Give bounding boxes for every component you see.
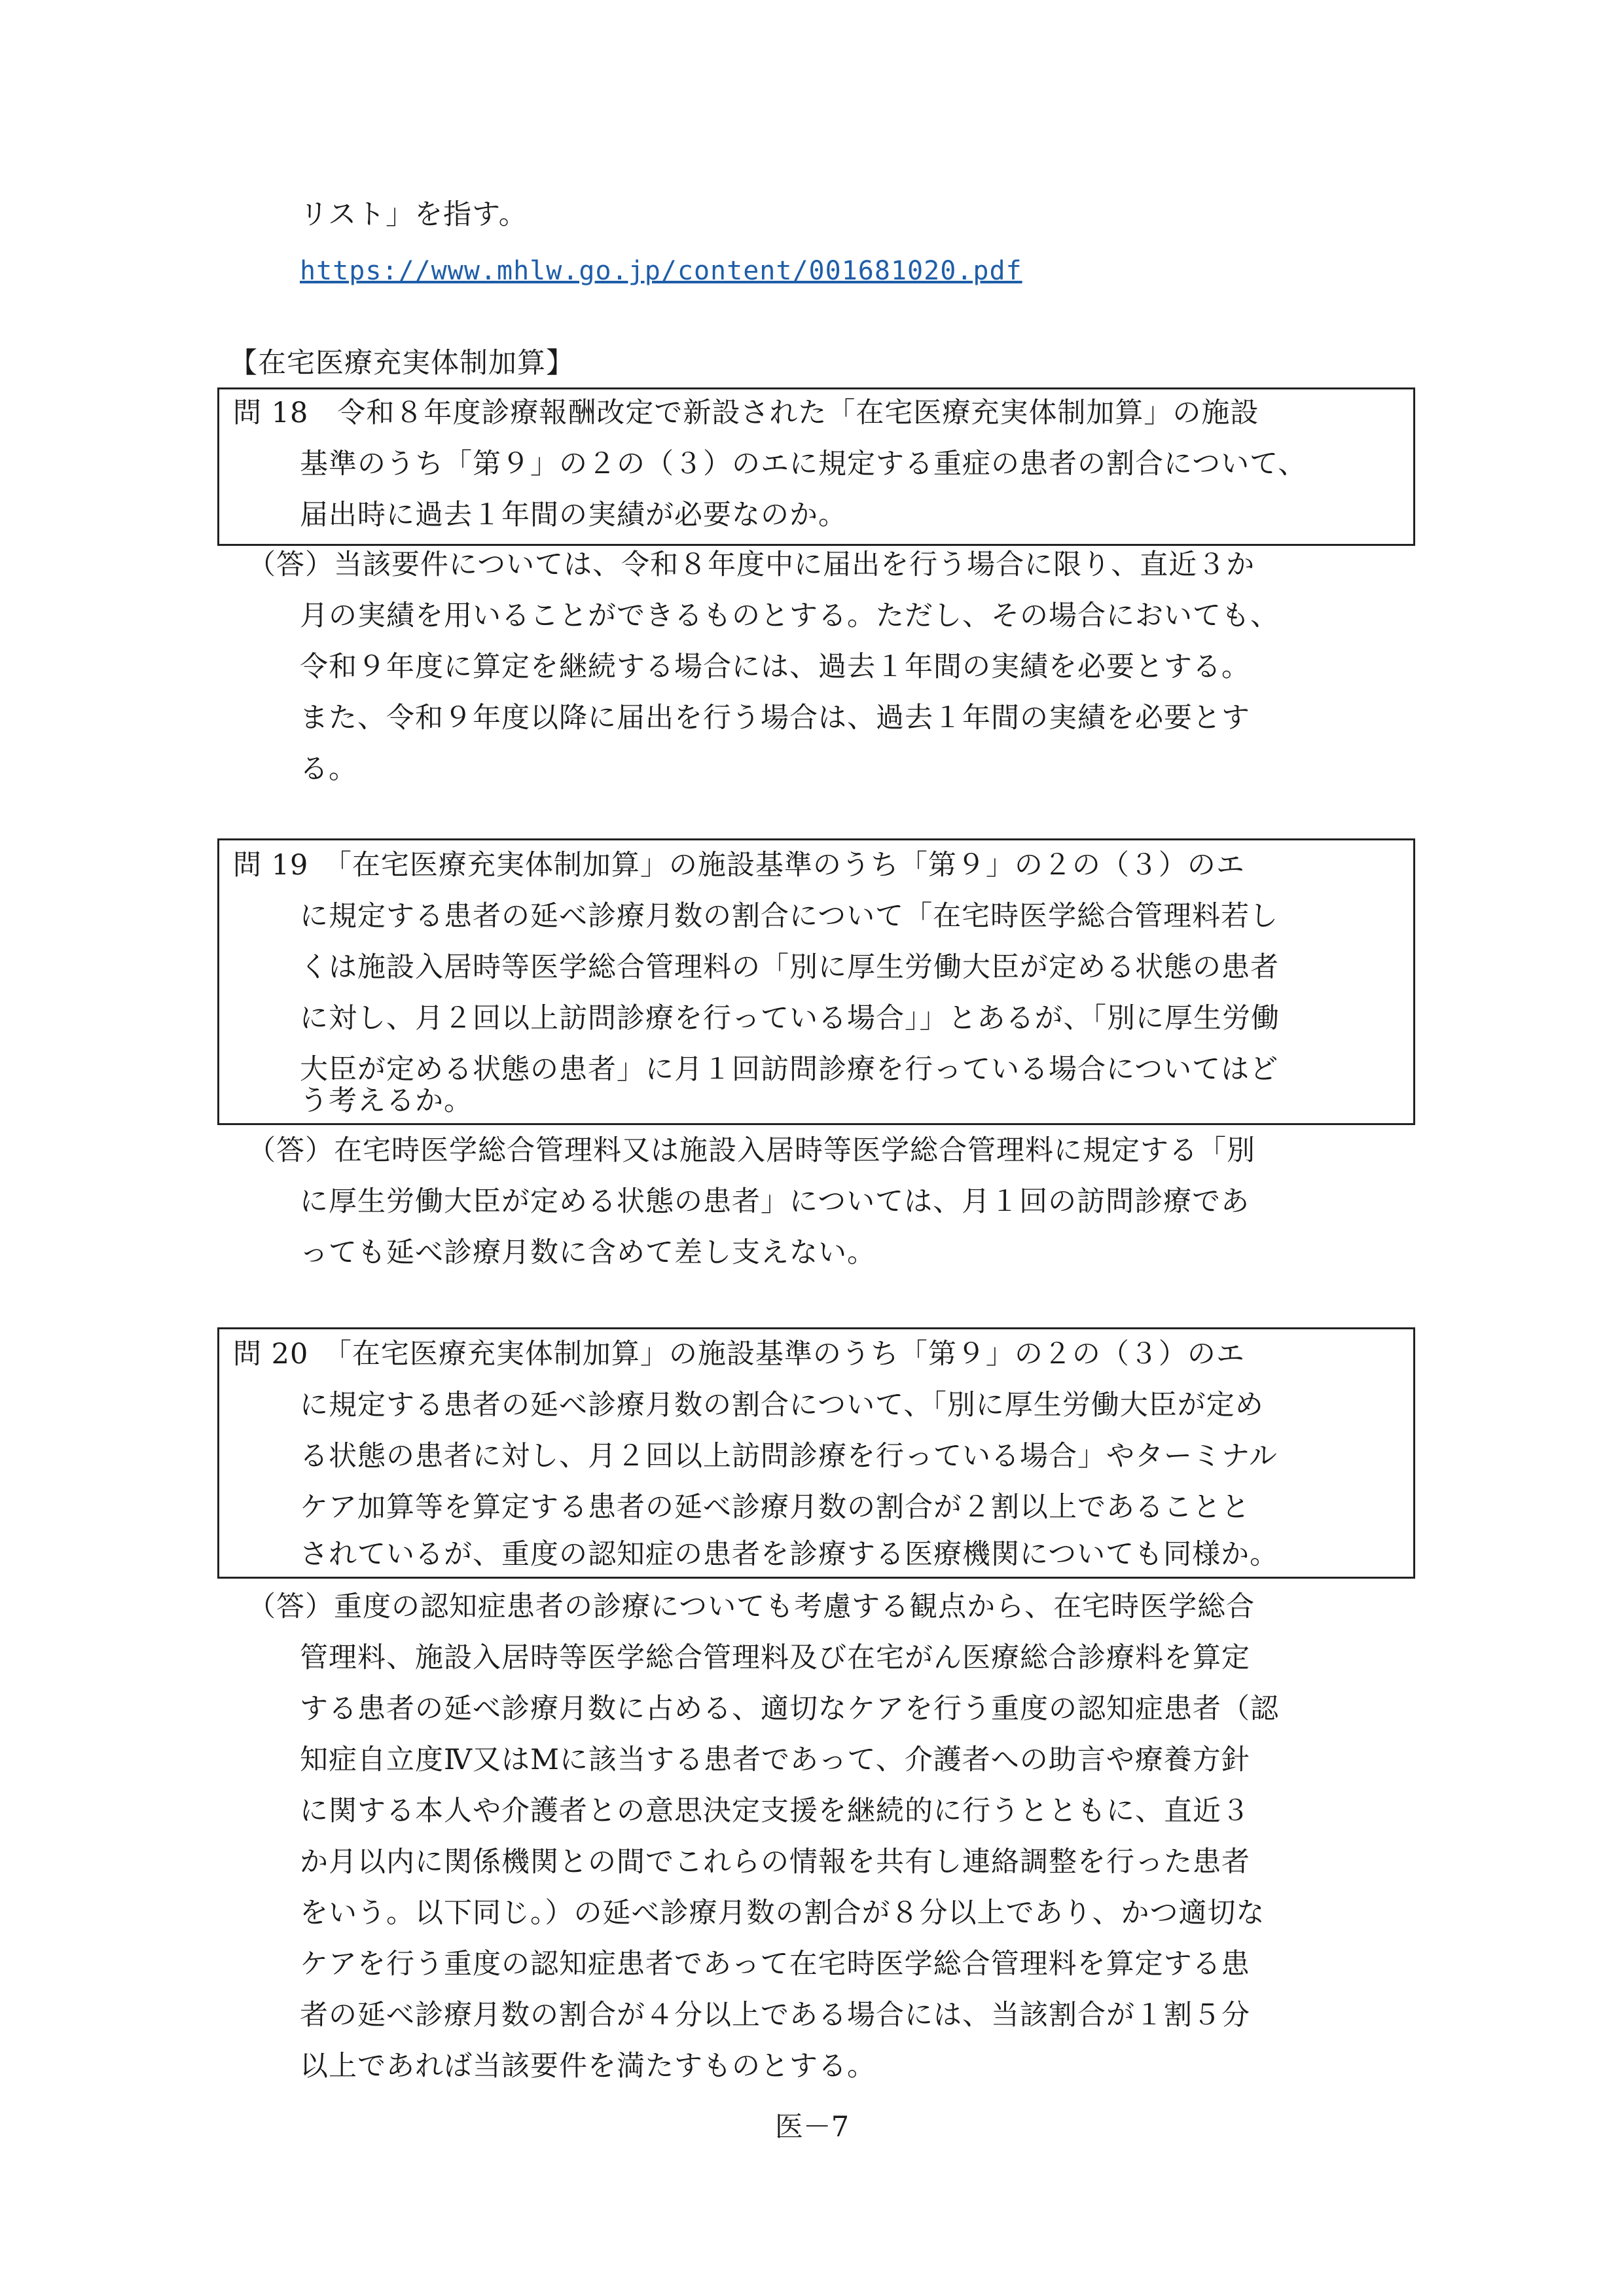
q20-line: に規定する患者の延べ診療月数の割合について、「別に厚生労働大臣が定め: [300, 1389, 1264, 1422]
q18-line: 届出時に過去１年間の実績が必要なのか。: [300, 499, 847, 531]
a19-line: に厚生労働大臣が定める状態の患者」については、月１回の訪問診療であ: [300, 1185, 1250, 1218]
q19-line: くは施設入居時等医学総合管理料の「別に厚生労働大臣が定める状態の患者: [300, 951, 1279, 984]
a18-line: る。: [300, 753, 357, 785]
q20-line: ケア加算等を算定する患者の延べ診療月数の割合が２割以上であることと: [300, 1491, 1250, 1524]
q18-line: 問 18 令和８年度診療報酬改定で新設された「在宅医療充実体制加算」の施設: [233, 397, 1259, 429]
a20-line: 以上であれば当該要件を満たすものとする。: [300, 2050, 876, 2083]
q20-line: されているが、重度の認知症の患者を診療する医療機関についても同様か。: [300, 1538, 1279, 1571]
q20-line: 問 20 「在宅医療充実体制加算」の施設基準のうち「第９」の２の（３）のエ: [233, 1338, 1245, 1371]
q19-line: に規定する患者の延べ診療月数の割合について「在宅時医学総合管理料若し: [300, 900, 1279, 933]
a18-line: また、令和９年度以降に届出を行う場合は、過去１年間の実績を必要とす: [300, 702, 1250, 734]
q19-line: う考えるか。: [300, 1085, 473, 1117]
a20-line: 知症自立度Ⅳ又はMに該当する患者であって、介護者への助言や療養方針: [300, 1744, 1250, 1776]
a18-line: 令和９年度に算定を継続する場合には、過去１年間の実績を必要とする。: [300, 651, 1250, 683]
q19-line: に対し、月２回以上訪問診療を行っている場合」」とあるが、「別に厚生労働: [300, 1002, 1280, 1035]
q20-line: る状態の患者に対し、月２回以上訪問診療を行っている場合」やターミナル: [300, 1440, 1278, 1473]
a20-line: する患者の延べ診療月数に占める、適切なケアを行う重度の認知症患者（認: [300, 1693, 1279, 1725]
a19-line: っても延べ診療月数に含めて差し支えない。: [300, 1236, 876, 1269]
intro-text: リスト」を指す。: [300, 198, 528, 231]
a20-line: に関する本人や介護者との意思決定支援を継続的に行うとともに、直近３: [300, 1795, 1250, 1827]
page-number: 医－7: [774, 2111, 850, 2144]
q19-line: 大臣が定める状態の患者」に月１回訪問診療を行っている場合についてはど: [300, 1053, 1279, 1086]
section-heading: 【在宅医療充実体制加算】: [229, 347, 575, 380]
reference-link[interactable]: https://www.mhlw.go.jp/content/001681020.pdf: [300, 256, 1022, 286]
q19-line: 問 19 「在宅医療充実体制加算」の施設基準のうち「第９」の２の（３）のエ: [233, 849, 1245, 882]
a18-line: 月の実績を用いることができるものとする。ただし、その場合においても、: [300, 600, 1279, 632]
a20-line: （答）重度の認知症患者の診療についても考慮する観点から、在宅時医学総合: [247, 1590, 1255, 1623]
a20-line: か月以内に関係機関との間でこれらの情報を共有し連絡調整を行った患者: [300, 1846, 1250, 1878]
a20-line: ケアを行う重度の認知症患者であって在宅時医学総合管理料を算定する患: [300, 1948, 1250, 1981]
a18-line: （答）当該要件については、令和８年度中に届出を行う場合に限り、直近３か: [247, 548, 1255, 581]
q18-line: 基準のうち「第９」の２の（３）のエに規定する重症の患者の割合について、: [300, 448, 1307, 480]
a20-line: をいう。以下同じ。）の延べ診療月数の割合が８分以上であり、かつ適切な: [300, 1897, 1265, 1929]
a20-line: 者の延べ診療月数の割合が４分以上である場合には、当該割合が１割５分: [300, 1999, 1250, 2032]
a20-line: 管理料、施設入居時等医学総合管理料及び在宅がん医療総合診療料を算定: [300, 1641, 1250, 1674]
a19-line: （答）在宅時医学総合管理料又は施設入居時等医学総合管理料に規定する「別: [247, 1134, 1255, 1167]
